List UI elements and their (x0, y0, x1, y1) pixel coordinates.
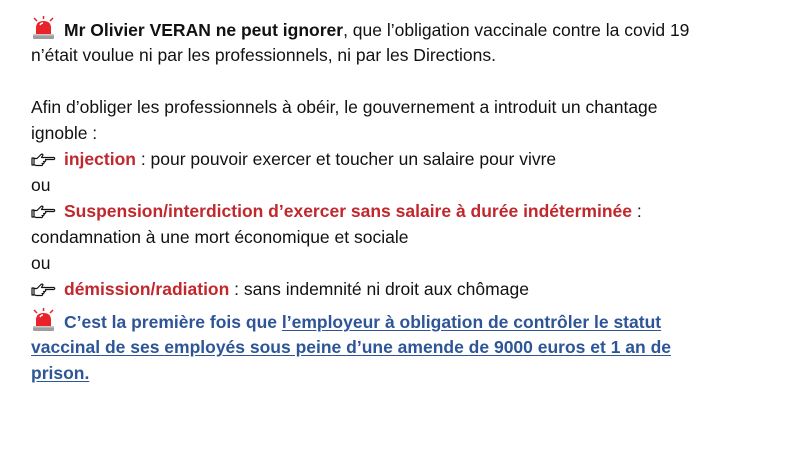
paragraph-3-line-3 (31, 360, 771, 386)
option-suspension-text: : (632, 201, 642, 221)
paragraph-3-underlined-text: prison. (31, 363, 90, 383)
paragraph-3-intro: C’est la première fois que (64, 312, 282, 332)
document-body (31, 16, 771, 386)
paragraph-1-text: , que l’obligation vaccinale contre la covid 19 (343, 20, 690, 40)
spacer (31, 68, 771, 94)
option-demission (31, 276, 771, 302)
paragraph-2-line-1: Afin d’obliger les professionnels à obéir, le gouvernement a introduit un chantage (31, 97, 658, 117)
paragraph-3-underlined-text: vaccinal de ses employés sous peine d’une amende de 9000 euros et 1 an de (31, 337, 671, 357)
option-demission-highlight: démission/radiation (64, 279, 230, 299)
paragraph-1-line-2: n’était voulue ni par les professionnels, ni par les Directions. (31, 45, 496, 65)
paragraph-3-line-1 (31, 308, 771, 334)
paragraph-1-line-1 (31, 16, 771, 42)
pointing-hand-icon (31, 152, 56, 167)
option-suspension-highlight: Suspension/interdiction d’exercer sans salaire à durée indéterminée (64, 201, 632, 221)
paragraph-2-line-2: ignoble : (31, 123, 98, 143)
option-injection-highlight: injection (64, 149, 136, 169)
option-suspension (31, 198, 771, 224)
or-separator-2: ou (31, 253, 51, 273)
option-demission-text: : sans indemnité ni droit aux chômage (229, 279, 529, 299)
pointing-hand-icon (31, 282, 56, 297)
option-injection (31, 146, 771, 172)
or-separator-1: ou (31, 175, 51, 195)
siren-icon (31, 308, 56, 334)
pointing-hand-icon (31, 204, 56, 219)
paragraph-1-bold-text: Mr Olivier VERAN ne peut ignorer (64, 20, 344, 40)
siren-icon (31, 16, 56, 42)
option-injection-text: : pour pouvoir exercer et toucher un salaire pour vivre (135, 149, 557, 169)
paragraph-3-line-2 (31, 334, 771, 360)
paragraph-3-underlined-text: l’employeur à obligation de contrôler le statut (281, 312, 662, 332)
option-suspension-continuation: condamnation à une mort économique et sociale (31, 227, 409, 247)
